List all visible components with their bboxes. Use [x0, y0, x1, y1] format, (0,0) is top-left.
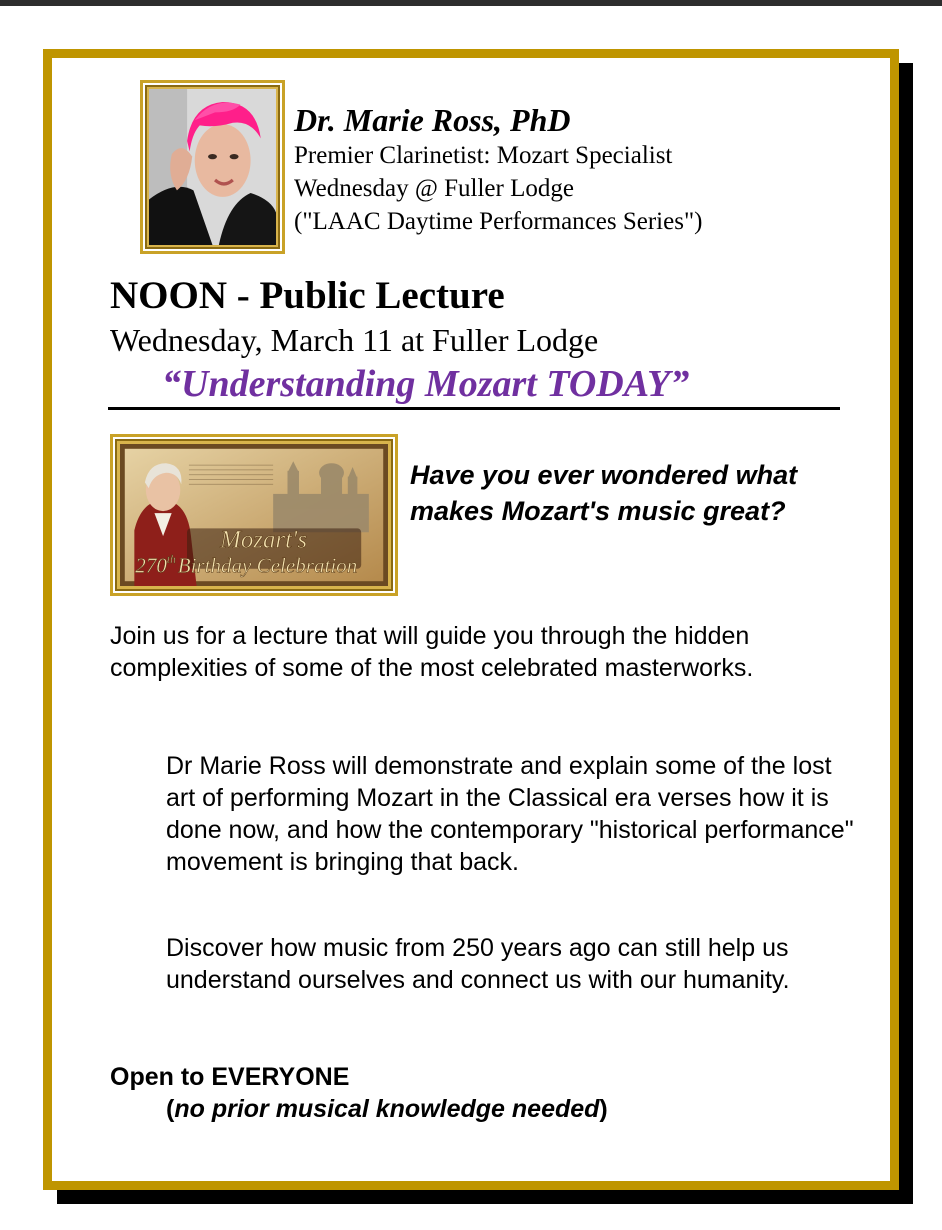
- event-headline: NOON - Public Lecture: [110, 274, 505, 317]
- banner-ordinal: th: [166, 553, 176, 566]
- knowledge-note: [166, 1093, 608, 1125]
- birthday-banner: [110, 434, 398, 596]
- speaker-role: Premier Clarinetist: Mozart Specialist: [294, 142, 673, 169]
- intro-paragraph: Join us for a lecture that will guide you through the hidden complexities of some of the most celebrated masterworks.: [110, 622, 754, 682]
- open-to-everyone: Open to EVERYONE: [110, 1063, 350, 1091]
- speaker-photo: [140, 80, 285, 254]
- speaker-venue: Wednesday @ Fuller Lodge: [294, 175, 574, 202]
- speaker-info: [294, 101, 702, 238]
- lecture-title: “Understanding Mozart TODAY”: [162, 363, 690, 405]
- speaker-series: ("LAAC Daytime Performances Series"): [294, 208, 703, 235]
- banner-caption: Birthday Celebration: [177, 553, 358, 578]
- mozart-banner-image: [120, 444, 388, 586]
- top-rule: [0, 0, 942, 6]
- speaker-name: Dr. Marie Ross, PhD: [294, 102, 571, 138]
- banner-title: Mozart's: [220, 526, 308, 554]
- speaker-portrait-image: [149, 89, 276, 245]
- banner-number: 270: [135, 553, 167, 578]
- note-close-paren: ): [599, 1095, 608, 1123]
- lead-question: Have you ever wondered what makes Mozart's music great?: [410, 460, 798, 526]
- note-text: no prior musical knowledge needed: [174, 1095, 600, 1123]
- event-date: Wednesday, March 11 at Fuller Lodge: [110, 322, 599, 358]
- divider: [108, 407, 840, 410]
- demo-paragraph: Dr Marie Ross will demonstrate and explain some of the lost art of performing Mozart in the Classical era verses how it is done now, and how the contemporary "historical performance" movement is bringing that back.: [166, 752, 854, 876]
- note-open-paren: (: [166, 1095, 175, 1123]
- discover-paragraph: Discover how music from 250 years ago can still help us understand ourselves and connect us with our humanity.: [166, 934, 790, 994]
